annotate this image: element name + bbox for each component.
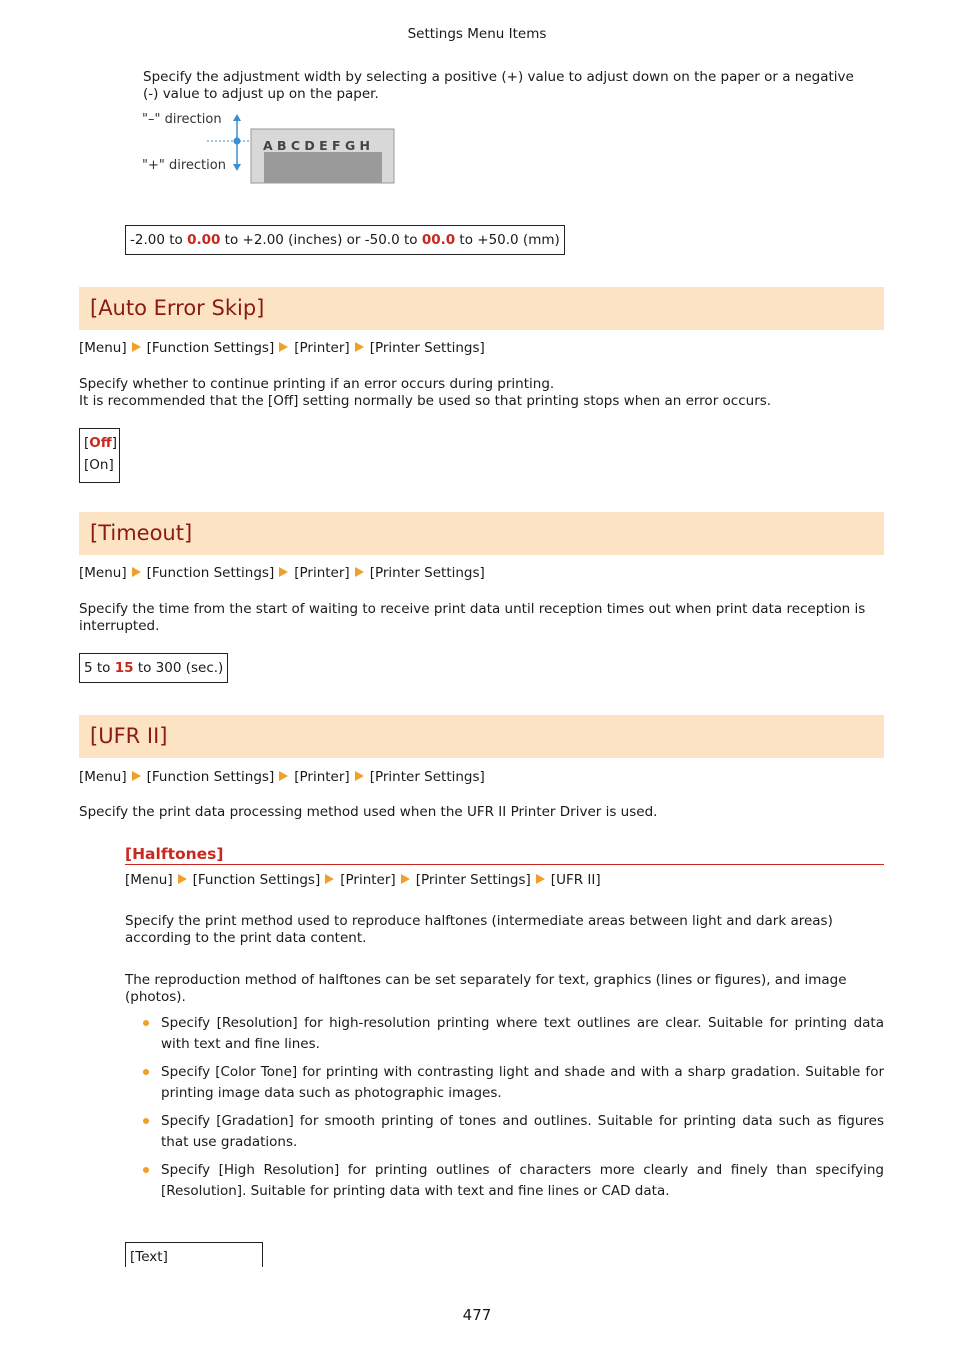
minus-direction-label: "–" direction xyxy=(142,112,222,127)
range-default-inches: 0.00 xyxy=(187,232,221,248)
timeout-range-box: 5 to 15 to 300 (sec.) xyxy=(79,653,228,683)
direction-diagram-svg xyxy=(141,108,401,188)
arrow-right-icon xyxy=(132,771,141,781)
section-auto-error-skip xyxy=(79,287,884,330)
bullet-icon xyxy=(143,1118,149,1124)
halftones-desc-1: Specify the print method used to reproduce halftones (intermediate areas between light and dark areas) according to the print data content. xyxy=(125,913,833,946)
breadcrumb-item: [Function Settings] xyxy=(146,565,275,581)
section-title: [Auto Error Skip] xyxy=(90,296,265,320)
breadcrumb xyxy=(79,565,485,582)
text-option-box: [Text] xyxy=(125,1242,263,1267)
list-item-text: Specify [Gradation] for smooth printing of tones and outlines. Suitable for printing data such as figures that use gradations. xyxy=(161,1113,884,1150)
breadcrumb-item: [UFR II] xyxy=(550,872,601,888)
auto-error-skip-options xyxy=(79,428,120,483)
option-on: [On] xyxy=(84,457,114,473)
breadcrumb-item: [Printer] xyxy=(294,769,350,785)
arrow-right-icon xyxy=(401,874,410,884)
arrow-right-icon xyxy=(132,342,141,352)
arrow-right-icon xyxy=(178,874,187,884)
section-ufr2 xyxy=(79,715,884,758)
list-item-text: Specify [Resolution] for high-resolution printing where text outlines are clear. Suitable for printing data with text and fine lines. xyxy=(161,1015,884,1052)
list-item xyxy=(143,1160,884,1202)
list-item xyxy=(143,1013,884,1055)
section-timeout xyxy=(79,512,884,555)
subsection-title: [Halftones] xyxy=(125,845,224,863)
bullet-icon xyxy=(143,1020,149,1026)
list-item xyxy=(143,1062,884,1104)
range-default-mm: 00.0 xyxy=(421,232,456,248)
arrow-right-icon xyxy=(355,342,364,352)
range-text-1: -2.00 to xyxy=(130,232,188,248)
breadcrumb-item: [Printer Settings] xyxy=(369,769,485,785)
arrow-right-icon xyxy=(279,567,288,577)
auto-error-skip-desc-1: Specify whether to continue printing if an error occurs during printing. xyxy=(79,376,555,392)
breadcrumb-item: [Menu] xyxy=(125,872,173,888)
breadcrumb-item: [Function Settings] xyxy=(146,769,275,785)
bullet-icon xyxy=(143,1167,149,1173)
page-number: 477 xyxy=(462,1306,492,1324)
breadcrumb-item: [Menu] xyxy=(79,769,127,785)
arrow-right-icon xyxy=(279,342,288,352)
option-off: [Off] xyxy=(84,435,117,451)
timeout-default: 15 xyxy=(114,660,134,676)
breadcrumb xyxy=(125,872,601,889)
sample-letters: A B C D E F G H xyxy=(263,138,371,153)
breadcrumb xyxy=(79,769,485,786)
arrow-right-icon xyxy=(132,567,141,577)
timeout-desc: Specify the time from the start of waiting to receive print data until reception times out when print data reception is interrupted. xyxy=(79,601,866,634)
arrow-right-icon xyxy=(355,567,364,577)
ufr2-desc: Specify the print data processing method used when the UFR II Printer Driver is used. xyxy=(79,804,658,820)
range-box xyxy=(125,225,565,255)
breadcrumb-item: [Printer Settings] xyxy=(369,340,485,356)
range-text-2: to +2.00 (inches) or -50.0 to xyxy=(220,232,422,248)
arrow-right-icon xyxy=(325,874,334,884)
breadcrumb-item: [Printer] xyxy=(340,872,396,888)
arrow-right-icon xyxy=(279,771,288,781)
breadcrumb xyxy=(79,340,485,357)
bullet-icon xyxy=(143,1069,149,1075)
breadcrumb-item: [Menu] xyxy=(79,340,127,356)
list-item-text: Specify [Color Tone] for printing with contrasting light and shade and with a sharp gradation. Suitable for printing image data such as photographic images. xyxy=(161,1064,884,1101)
section-title: [UFR II] xyxy=(90,724,168,748)
page-header: Settings Menu Items xyxy=(407,26,547,42)
arrow-right-icon xyxy=(536,874,545,884)
plus-direction-label: "+" direction xyxy=(142,158,226,173)
breadcrumb-item: [Printer Settings] xyxy=(415,872,531,888)
breadcrumb-item: [Printer] xyxy=(294,340,350,356)
breadcrumb-item: [Function Settings] xyxy=(146,340,275,356)
intro-text: Specify the adjustment width by selecting a positive (+) value to adjust down on the paper or a negative (-) value to adjust up on the paper. xyxy=(143,69,854,102)
range-text-3: to +50.0 (mm) xyxy=(455,232,560,248)
halftones-desc-2: The reproduction method of halftones can be set separately for text, graphics (lines or figures), and image (photos). xyxy=(125,972,847,1005)
list-item xyxy=(143,1111,884,1153)
direction-diagram xyxy=(141,108,401,188)
breadcrumb-item: [Printer] xyxy=(294,565,350,581)
breadcrumb-item: [Function Settings] xyxy=(192,872,321,888)
auto-error-skip-desc-2: It is recommended that the [Off] setting normally be used so that printing stops when an error occurs. xyxy=(79,393,772,409)
breadcrumb-item: [Printer Settings] xyxy=(369,565,485,581)
arrow-right-icon xyxy=(355,771,364,781)
subsection-halftones xyxy=(125,844,884,865)
breadcrumb-item: [Menu] xyxy=(79,565,127,581)
list-item-text: Specify [High Resolution] for printing outlines of characters more clearly and finely than specifying [Resolution]. Suitable for printing data with text and fine lines or CAD data. xyxy=(161,1162,884,1199)
section-title: [Timeout] xyxy=(90,521,193,545)
